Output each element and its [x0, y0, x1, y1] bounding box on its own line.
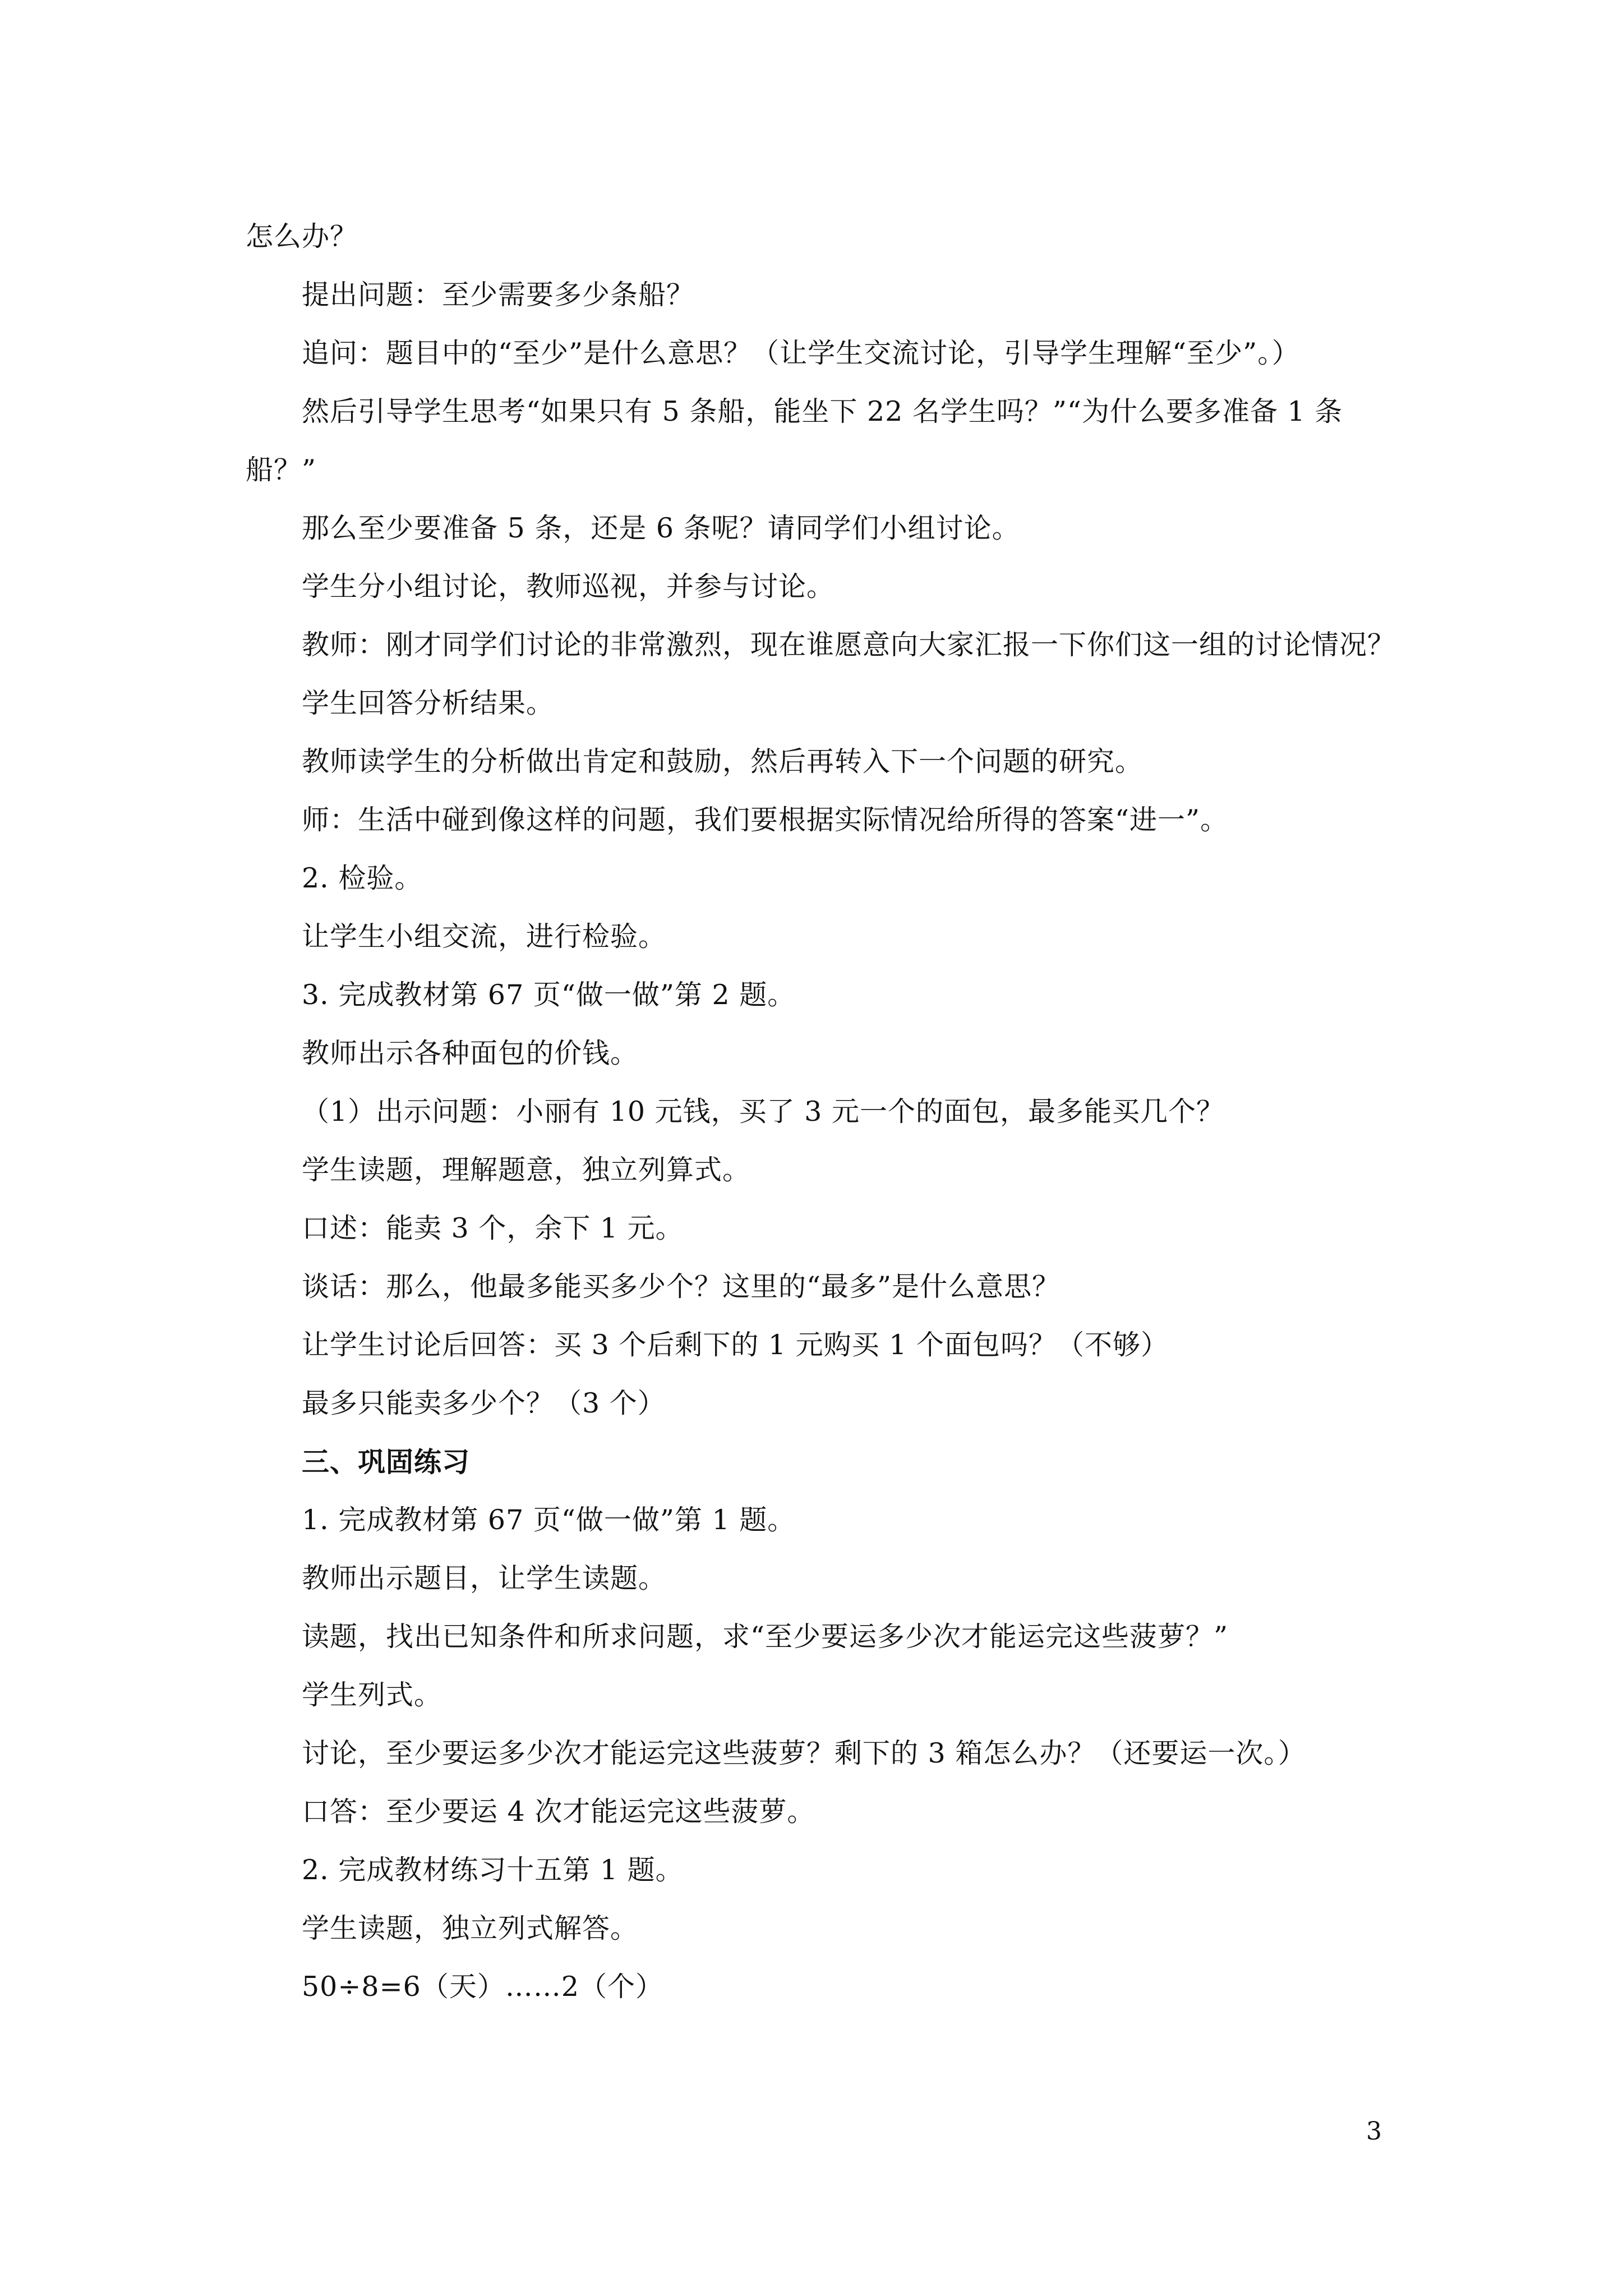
text-line: 学生读题，理解题意，独立列算式。: [302, 1154, 751, 1186]
text-line: 教师：刚才同学们讨论的非常激烈，现在谁愿意向大家汇报一下你们这一组的讨论情况？: [302, 629, 1396, 661]
text-line: 学生读题，独立列式解答。: [302, 1912, 639, 1944]
text-line: 1. 完成教材第 67 页“做一做”第 1 题。: [302, 1504, 796, 1536]
text-line: 口答：至少要运 4 次才能运完这些菠萝。: [302, 1796, 815, 1828]
text-line: 师：生活中碰到像这样的问题，我们要根据实际情况给所得的答案“进一”。: [302, 804, 1229, 836]
text-line: 讨论，至少要运多少次才能运完这些菠萝？剩下的 3 箱怎么办？（还要运一次。）: [302, 1737, 1306, 1769]
text-line: 口述：能卖 3 个，余下 1 元。: [302, 1212, 684, 1244]
text-line: 最多只能卖多少个？（3 个）: [302, 1387, 666, 1419]
text-line: 2. 完成教材练习十五第 1 题。: [302, 1854, 684, 1886]
text-line: 3. 完成教材第 67 页“做一做”第 2 题。: [302, 979, 796, 1011]
text-line: （1）出示问题：小丽有 10 元钱，买了 3 元一个的面包，最多能买几个？: [302, 1096, 1225, 1128]
text-line: 学生分小组讨论，教师巡视，并参与讨论。: [302, 570, 835, 602]
text-line: 谈话：那么，他最多能买多少个？这里的“最多”是什么意思？: [302, 1271, 1061, 1303]
text-line: 教师出示题目，让学生读题。: [302, 1562, 667, 1594]
text-line: 教师读学生的分析做出肯定和鼓励，然后再转入下一个问题的研究。: [302, 746, 1144, 777]
page-number: 3: [1366, 2117, 1382, 2146]
text-line: 50÷8=6（天）……2（个）: [302, 1971, 663, 2003]
text-line: 然后引导学生思考“如果只有 5 条船，能坐下 22 名学生吗？”“为什么要多准备 1 条: [302, 395, 1343, 427]
text-line: 让学生讨论后回答：买 3 个后剩下的 1 元购买 1 个面包吗？（不够）: [302, 1329, 1169, 1361]
page-content: [246, 208, 1396, 2016]
text-line: 学生回答分析结果。: [302, 687, 555, 719]
text-line: 追问：题目中的“至少”是什么意思？（让学生交流讨论，引导学生理解“至少”。）: [302, 337, 1300, 369]
section-heading: 三、巩固练习: [302, 1446, 471, 1478]
text-line: 教师出示各种面包的价钱。: [302, 1037, 639, 1069]
text-line: 2. 检验。: [302, 862, 423, 894]
text-line: 船？”: [246, 454, 317, 486]
text-line: 让学生小组交流，进行检验。: [302, 921, 667, 953]
text-line: 读题，找出已知条件和所求问题，求“至少要运多少次才能运完这些菠萝？”: [302, 1621, 1229, 1653]
text-line: 怎么办？: [246, 220, 358, 252]
text-line: 那么至少要准备 5 条，还是 6 条呢？请同学们小组讨论。: [302, 512, 1020, 544]
text-line: 提出问题：至少需要多少条船？: [302, 279, 695, 311]
text-line: 学生列式。: [302, 1679, 442, 1711]
